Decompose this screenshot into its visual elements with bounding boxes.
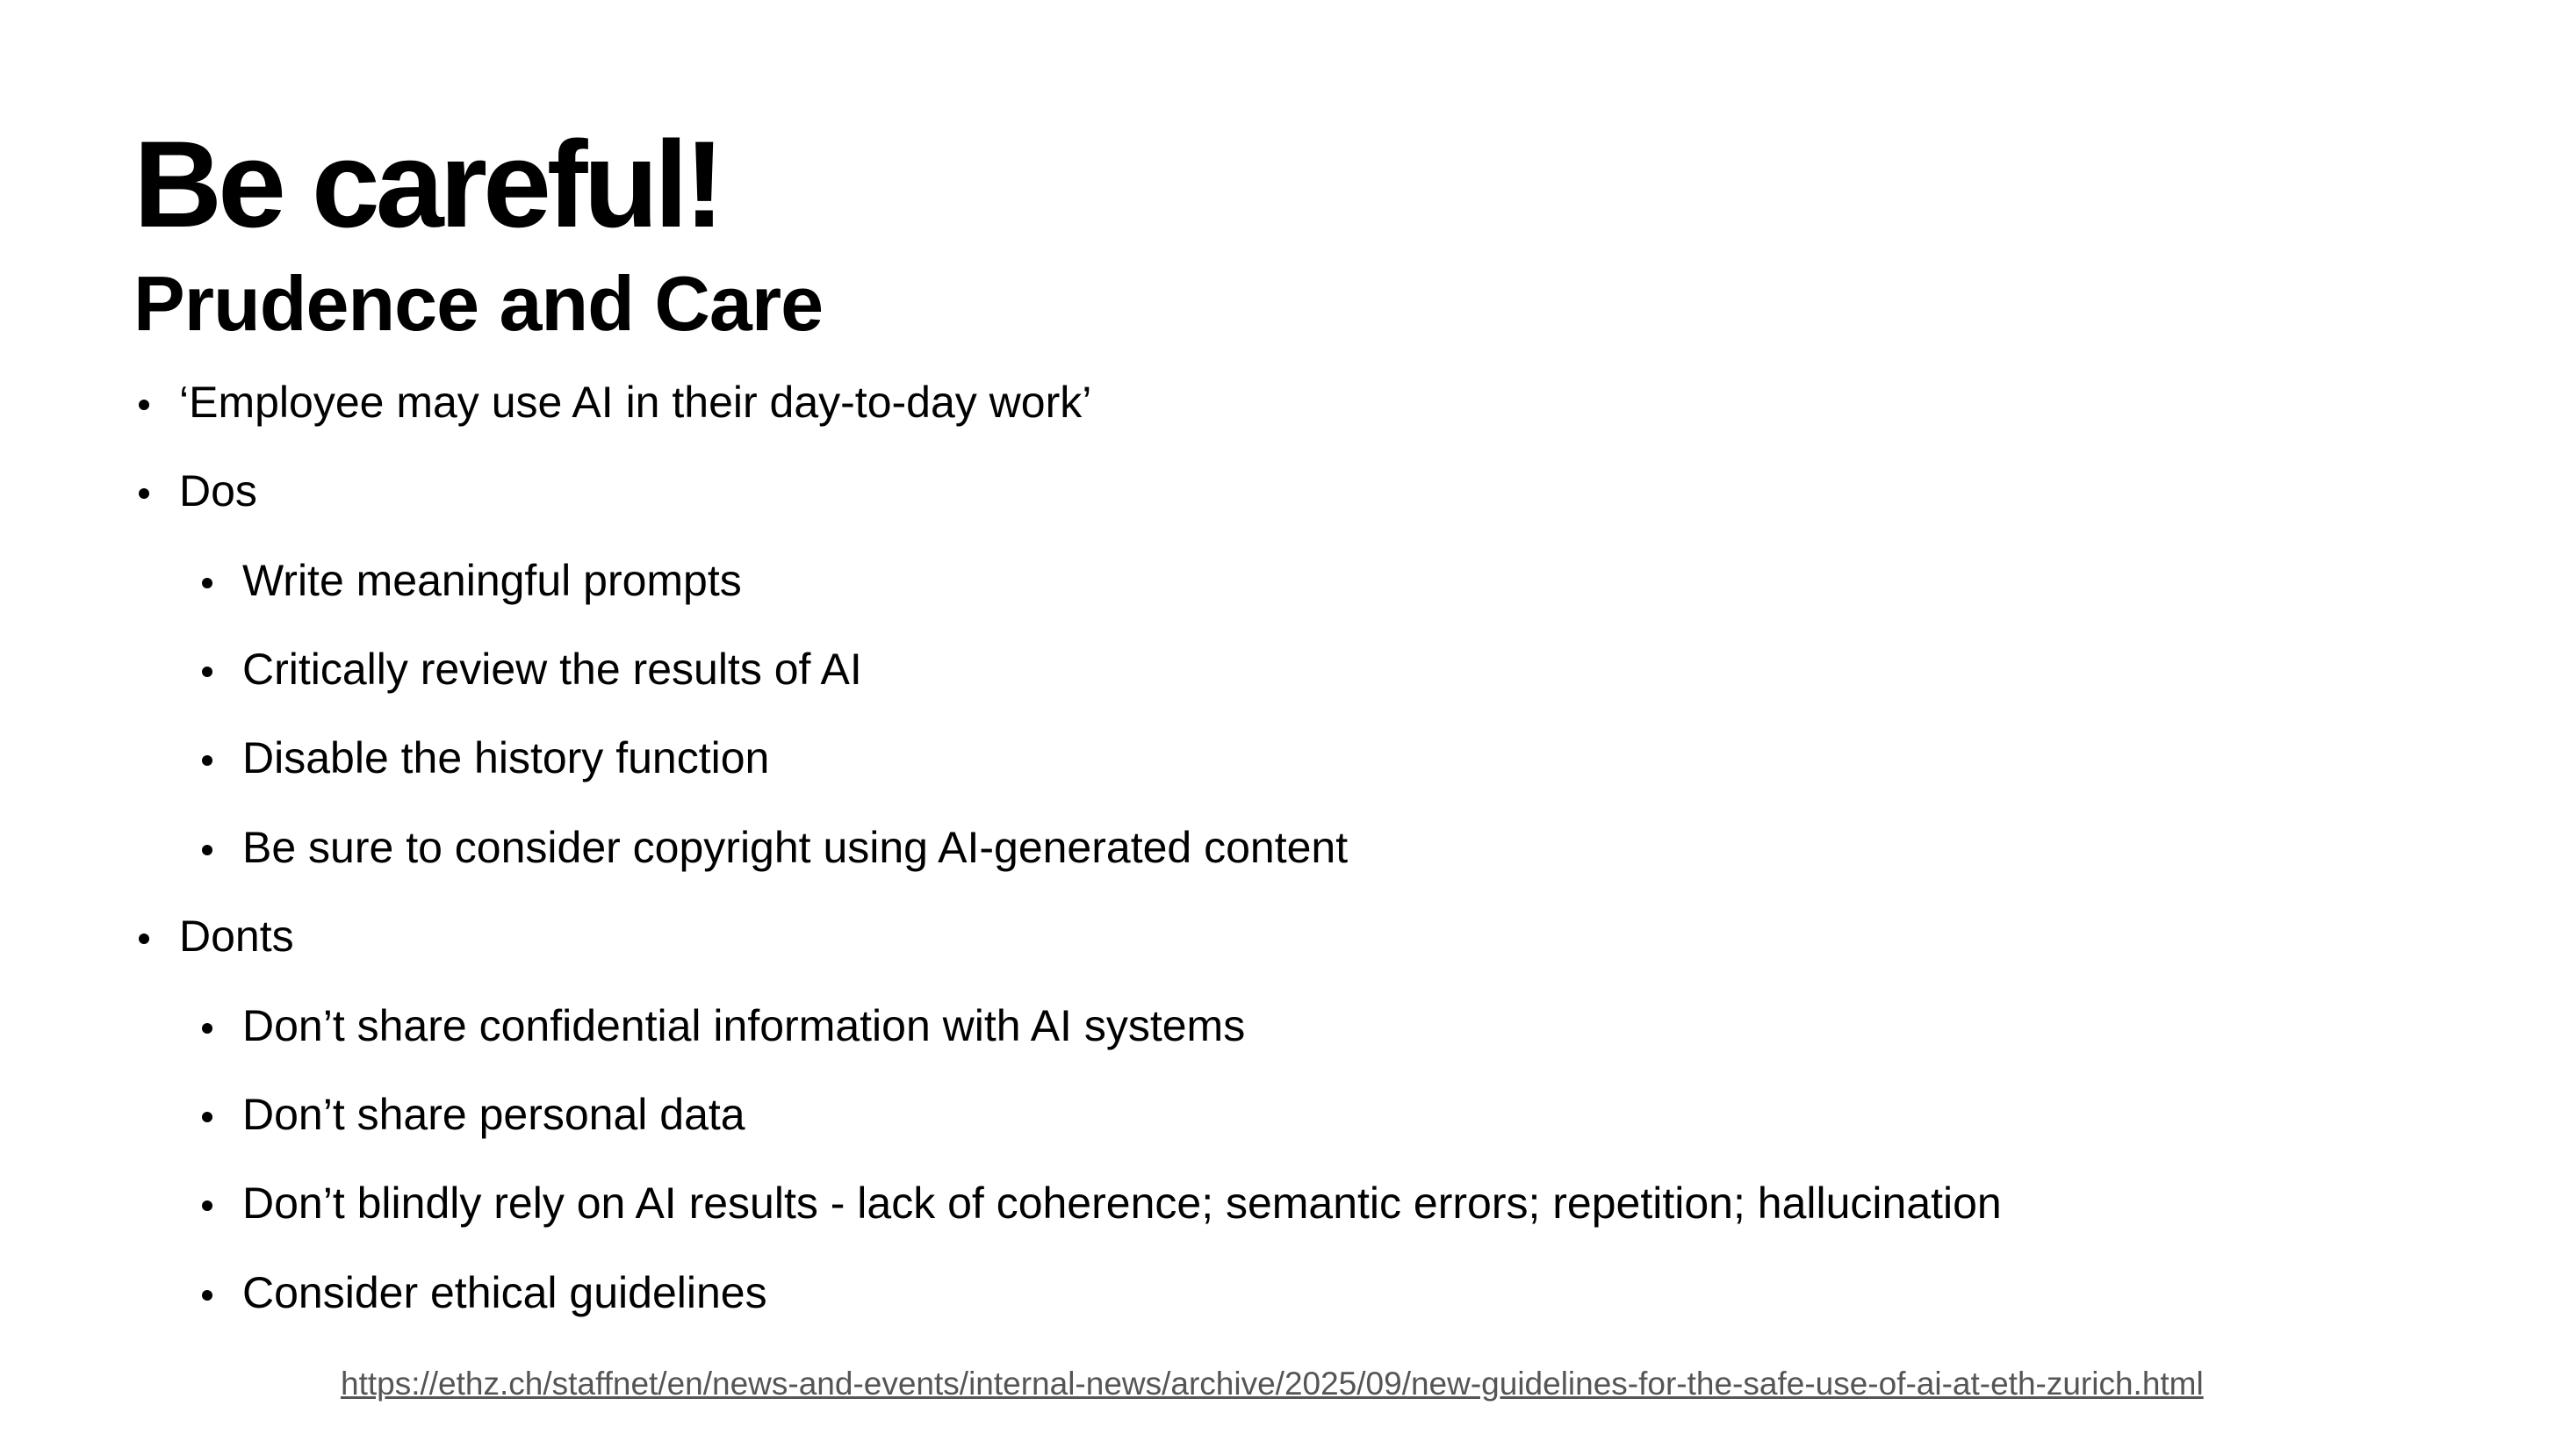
bullet-dot (197, 840, 218, 861)
bullet-donts (133, 912, 294, 961)
bullet-text: Dos (179, 466, 257, 515)
sub-bullet-copyright (197, 823, 1349, 872)
bullet-text: Critically review the results of AI (242, 645, 862, 694)
sub-bullet-personal-data (197, 1090, 745, 1139)
bullet-dot (133, 394, 155, 415)
source-link[interactable]: https://ethz.ch/staffnet/en/news-and-events/internal-news/archive/2025/09/new-guidelines-for-the-safe-use-of-ai-at-eth-zurich.html (341, 1366, 2204, 1402)
bullet-list (133, 0, 2504, 1317)
bullet-dot (197, 1195, 218, 1216)
bullet-employee-may-use-ai (133, 378, 1092, 427)
bullet-dot (133, 483, 155, 504)
sub-bullet-ethical-guidelines (197, 1268, 767, 1317)
bullet-text: Consider ethical guidelines (242, 1268, 767, 1317)
bullet-dot (197, 661, 218, 682)
bullet-text: ‘Employee may use AI in their day-to-day work’ (179, 378, 1092, 427)
bullet-text: Write meaningful prompts (242, 556, 742, 605)
sub-bullet-confidential-info (197, 1001, 1246, 1050)
bullet-dot (197, 573, 218, 594)
sub-bullet-blindly-rely (197, 1179, 2002, 1228)
bullet-text: Don’t share confidential information with AI systems (242, 1001, 1246, 1050)
bullet-dot (197, 1107, 218, 1128)
slide-subtitle: Prudence and Care (133, 260, 824, 347)
bullet-text: Donts (179, 912, 294, 961)
bullet-text: Disable the history function (242, 733, 770, 782)
sub-bullet-write-prompts (197, 556, 742, 605)
sub-bullet-disable-history (197, 733, 770, 782)
sub-bullet-review-results (197, 645, 862, 694)
bullet-dot (197, 1018, 218, 1039)
slide-title: Be careful! (133, 115, 721, 253)
bullet-text: Don’t share personal data (242, 1090, 745, 1139)
bullet-dot (197, 750, 218, 771)
bullet-dot (133, 928, 155, 949)
bullet-dos (133, 466, 257, 515)
bullet-text: Be sure to consider copyright using AI-generated content (242, 823, 1349, 872)
bullet-dot (197, 1285, 218, 1306)
bullet-text: Don’t blindly rely on AI results - lack of coherence; semantic errors; repetition; hallucination (242, 1179, 2002, 1228)
